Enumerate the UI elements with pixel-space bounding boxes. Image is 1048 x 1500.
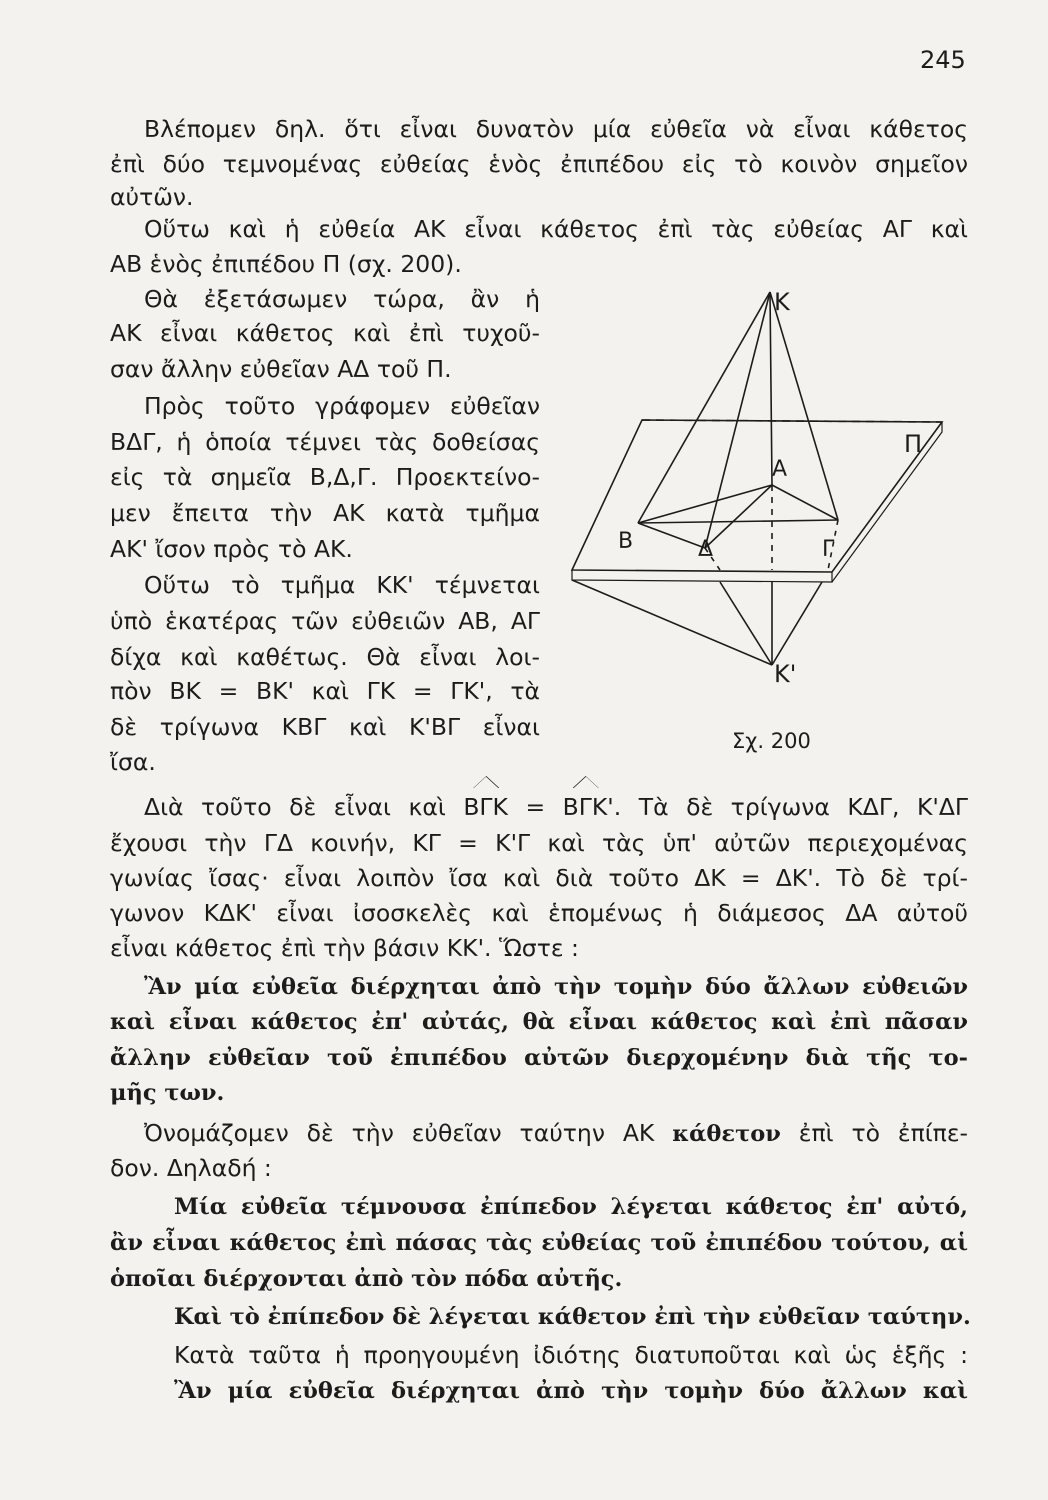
text-line: μεν ἔπειτα τὴν ΑΚ κατὰ τμῆμα bbox=[110, 499, 540, 527]
label-P: Π bbox=[904, 430, 923, 458]
segment-BG bbox=[638, 520, 838, 523]
figure-caption: Σχ. 200 bbox=[732, 729, 811, 753]
text-line: δὲ τρίγωνα ΚΒΓ καὶ Κ'ΒΓ εἶναι bbox=[110, 713, 540, 741]
text-line: γωνίας ἴσας· εἶναι λοιπὸν ἴσα καὶ διὰ τοῦτο ΔΚ = ΔΚ'. Τὸ δὲ τρί- bbox=[110, 864, 968, 892]
text-line: ΒΔΓ, ἡ ὁποία τέμνει τὰς δοθείσας bbox=[110, 428, 540, 456]
text-line: ὑπὸ ἑκατέρας τῶν εὐθειῶν ΑΒ, ΑΓ bbox=[110, 607, 540, 635]
text-line: γωνον ΚΔΚ' εἶναι ἰσοσκελὲς καὶ ἑπομένως ἡ διάμεσος ΔΑ αὐτοῦ bbox=[110, 899, 968, 927]
text-line: Θὰ ἐξετάσωμεν τώρα, ἂν ἡ bbox=[144, 285, 540, 313]
label-A: Α bbox=[772, 457, 788, 482]
angle-BGK-prime: ΒΓΚ' bbox=[563, 790, 614, 824]
edge-KB bbox=[638, 292, 770, 523]
text-line: Πρὸς τοῦτο γράφομεν εὐθεῖαν bbox=[144, 392, 540, 420]
text-line: ἴσα. bbox=[110, 748, 156, 776]
label-B: Β bbox=[618, 529, 634, 554]
text-line: δον. Δηλαδή : bbox=[110, 1154, 272, 1182]
text-line: δίχα καὶ καθέτως. Θὰ εἶναι λοι- bbox=[110, 643, 540, 671]
text-line: Κατὰ ταῦτα ἡ προηγουμένη ἰδιότης διατυποῦται καὶ ὡς ἑξῆς : bbox=[174, 1341, 968, 1369]
angle-BGK: ΒΓΚ bbox=[463, 790, 508, 824]
edge-K2-right bbox=[772, 582, 822, 665]
definition-line: Καὶ τὸ ἐπίπεδον δὲ λέγεται κάθετον ἐπὶ τὴν εὐθεῖαν ταύτην. bbox=[174, 1304, 971, 1330]
text-line: πὸν ΒΚ = ΒΚ' καὶ ΓΚ = ΓΚ', τὰ bbox=[110, 677, 540, 705]
theorem-line: καὶ εἶναι κάθετος ἐπ' αὐτάς, θὰ εἶναι κάθετος καὶ ἐπὶ πᾶσαν bbox=[110, 1009, 968, 1035]
label-G: Γ bbox=[822, 537, 835, 562]
theorem-line: Ἂν μία εὐθεῖα διέρχηται ἀπὸ τὴν τομὴν δύο ἄλλων καὶ bbox=[174, 1378, 968, 1404]
text-line: εἶναι κάθετος ἐπὶ τὴν βάσιν ΚΚ'. Ὥστε : bbox=[110, 934, 579, 962]
theorem-line: Ἂν μία εὐθεῖα διέρχηται ἀπὸ τὴν τομὴν δύο ἄλλων εὐθειῶν bbox=[144, 974, 968, 1000]
theorem-line: ἄλλην εὐθεῖαν τοῦ ἐπιπέδου αὐτῶν διερχομένην διὰ τῆς το- bbox=[110, 1045, 968, 1071]
definition-line: ὁποῖαι διέρχονται ἀπὸ τὸν πόδα αὐτῆς. bbox=[110, 1266, 623, 1292]
definition-line: Μία εὐθεῖα τέμνουσα ἐπίπεδον λέγεται κάθετος ἐπ' αὐτό, bbox=[174, 1194, 968, 1220]
text-line: ἔχουσι τὴν ΓΔ κοινήν, ΚΓ = Κ'Γ καὶ τὰς ὑπ' αὐτῶν περιεχομένας bbox=[110, 829, 968, 857]
text-span: Ὀνομάζομεν δὲ τὴν εὐθεῖαν ταύτην ΑΚ bbox=[144, 1119, 673, 1147]
text-line: Βλέπομεν δηλ. ὅτι εἶναι δυνατὸν μία εὐθεῖα νὰ εἶναι κάθετος bbox=[144, 115, 968, 143]
text-line: ΑΚ εἶναι κάθετος καὶ ἐπὶ τυχοῦ- bbox=[110, 319, 540, 347]
text-line: Οὕτω τὸ τμῆμα ΚΚ' τέμνεται bbox=[144, 571, 540, 599]
label-K-prime: Κ' bbox=[774, 660, 797, 688]
term-kathetos: κάθετον bbox=[672, 1121, 781, 1147]
definition-line: ἂν εἶναι κάθετος ἐπὶ πάσας τὰς εὐθείας τοῦ ἐπιπέδου τούτου, αἱ bbox=[110, 1230, 968, 1256]
segment-AG bbox=[772, 485, 838, 520]
text-span: Διὰ τοῦτο δὲ εἶναι καὶ bbox=[144, 793, 464, 821]
text-span: ἐπὶ τὸ ἐπίπε- bbox=[780, 1119, 968, 1147]
edge-K2-mid bbox=[720, 582, 772, 665]
segment-BD bbox=[638, 523, 705, 548]
text-line: σαν ἄλλην εὐθεῖαν ΑΔ τοῦ Π. bbox=[110, 355, 452, 383]
plane-edge bbox=[832, 422, 942, 582]
text-line-definition bbox=[110, 1116, 968, 1151]
text-span: = bbox=[507, 793, 563, 821]
geometry-figure bbox=[560, 270, 960, 770]
label-K: Κ bbox=[774, 288, 790, 316]
text-line: ἐπὶ δύο τεμνομένας εὐθείας ἑνὸς ἐπιπέδου εἰς τὸ κοινὸν σημεῖον bbox=[110, 150, 968, 178]
text-line: ΑΚ' ἴσον πρὸς τὸ ΑΚ. bbox=[110, 535, 353, 563]
page-number: 245 bbox=[920, 46, 966, 74]
text-span: . Τὰ δὲ τρίγωνα ΚΔΓ, Κ'ΔΓ bbox=[613, 793, 968, 821]
text-line: Οὕτω καὶ ἡ εὐθεία ΑΚ εἶναι κάθετος ἐπὶ τὰς εὐθείας ΑΓ καὶ bbox=[144, 215, 968, 243]
label-D: Δ bbox=[698, 537, 714, 562]
text-line-angles bbox=[110, 790, 968, 824]
text-line: ΑΒ ἑνὸς ἐπιπέδου Π (σχ. 200). bbox=[110, 250, 462, 278]
text-line: εἰς τὰ σημεῖα Β,Δ,Γ. Προεκτείνο- bbox=[110, 463, 540, 491]
edge-KG bbox=[770, 292, 838, 520]
theorem-line: μῆς των. bbox=[110, 1080, 225, 1106]
text-line: αὐτῶν. bbox=[110, 183, 194, 211]
edge-K2-left bbox=[572, 580, 772, 665]
